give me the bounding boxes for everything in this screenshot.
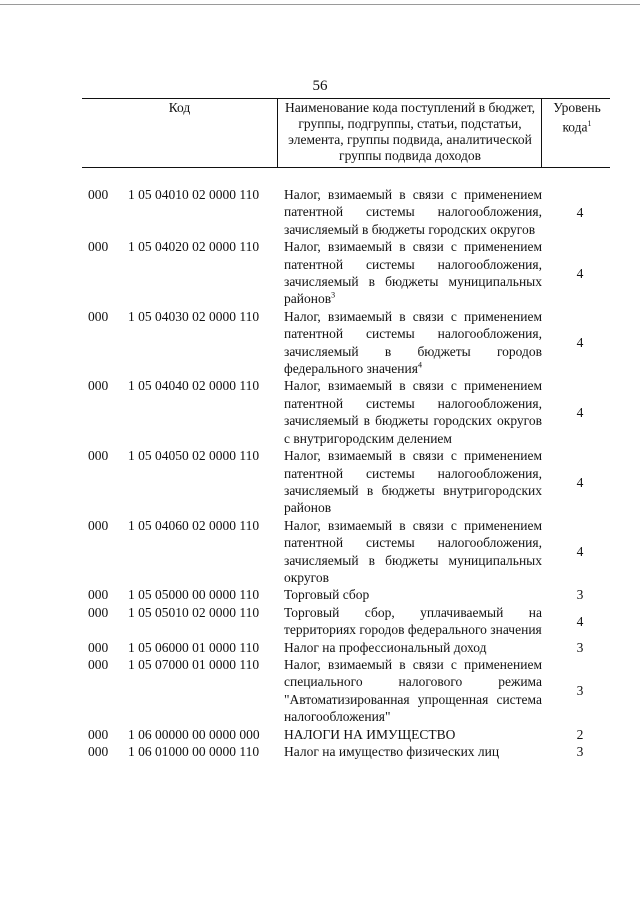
row-name-text: Налог, взимаемый в связи с применением патентной системы налогообложения, зачисляемый в бюджеты муниципальных округов (284, 517, 542, 585)
row-name (284, 743, 542, 760)
row-admin-code: 000 (88, 448, 109, 464)
header-level-footnote: 1 (587, 119, 592, 128)
row-name (284, 308, 542, 378)
table-row (0, 639, 640, 656)
row-budget-code: 1 05 04060 02 0000 110 (128, 517, 260, 533)
row-level: 3 (576, 587, 584, 603)
row-name (284, 517, 542, 587)
row-name-text: Торговый сбор, уплачиваемый на территориях городов федерального значения (284, 604, 542, 638)
row-admin-code: 000 (88, 656, 109, 672)
row-admin-code: 000 (88, 517, 109, 533)
row-name-text: Налог на профессиональный доход (284, 639, 487, 655)
scan-edge-line (0, 4, 640, 5)
row-name (284, 656, 542, 726)
row-budget-code: 1 05 04010 02 0000 110 (128, 187, 260, 202)
table-row (0, 604, 640, 639)
row-name (284, 377, 542, 447)
row-level: 4 (576, 204, 584, 220)
row-level: 3 (576, 683, 584, 699)
table-row (0, 186, 640, 238)
row-admin-code: 000 (88, 639, 109, 655)
row-admin-code: 000 (88, 187, 109, 202)
row-level: 4 (576, 544, 584, 560)
row-level: 3 (576, 744, 584, 759)
row-name-text: Торговый сбор (284, 587, 370, 603)
row-budget-code: 1 05 04020 02 0000 110 (128, 239, 260, 255)
table-row (0, 586, 640, 603)
header-bottom-rule (82, 167, 610, 168)
header-level-text: Уровень кода (553, 100, 601, 135)
header-level (544, 100, 610, 136)
row-name-text: НАЛОГИ НА ИМУЩЕСТВО (284, 726, 456, 742)
row-admin-code: 000 (88, 587, 109, 603)
row-name (284, 726, 542, 743)
row-level: 4 (576, 265, 584, 281)
header-top-rule (82, 98, 610, 99)
row-budget-code: 1 05 07000 01 0000 110 (128, 656, 260, 672)
row-level: 4 (576, 613, 584, 629)
row-footnote-mark: 3 (331, 290, 336, 300)
header-divider-1 (277, 98, 278, 168)
table-body (0, 186, 640, 760)
table-header (82, 98, 610, 168)
row-budget-code: 1 05 04030 02 0000 110 (128, 308, 260, 324)
row-level: 4 (576, 335, 584, 351)
table-row (0, 743, 640, 760)
row-admin-code: 000 (88, 239, 109, 255)
row-admin-code: 000 (88, 604, 109, 620)
row-name-text: Налог, взимаемый в связи с применением патентной системы налогообложения, зачисляемый в бюджеты муниципальных районов (284, 239, 542, 307)
table-row (0, 377, 640, 447)
row-name (284, 586, 542, 603)
row-name-text: Налог, взимаемый в связи с применением патентной системы налогообложения, зачисляемый в бюджеты внутригородских районов (284, 448, 542, 516)
row-name-text: Налог на имущество физических лиц (284, 744, 500, 759)
row-budget-code: 1 05 05000 00 0000 110 (128, 587, 260, 603)
table-row (0, 726, 640, 743)
row-budget-code: 1 05 06000 01 0000 110 (128, 639, 260, 655)
page-number: 56 (312, 78, 328, 94)
row-budget-code: 1 06 00000 00 0000 000 (128, 726, 260, 742)
row-name-text: Налог, взимаемый в связи с применением специального налогового режима "Автоматизированная упрощенная система налогообложения" (284, 656, 542, 725)
table-row (0, 238, 640, 308)
row-name-text: Налог, взимаемый в связи с применением патентной системы налогообложения, зачисляемый в бюджеты городских округов с внутригородским делением (284, 378, 542, 446)
row-budget-code: 1 06 01000 00 0000 110 (128, 744, 260, 759)
row-level: 4 (576, 404, 584, 420)
row-name (284, 447, 542, 517)
row-budget-code: 1 05 04050 02 0000 110 (128, 448, 260, 464)
row-footnote-mark: 4 (417, 360, 422, 370)
row-name-text: Налог, взимаемый в связи с применением патентной системы налогообложения, зачисляемый в бюджеты городов федерального значения (284, 308, 542, 377)
row-name (284, 238, 542, 308)
header-code: Код (168, 100, 191, 115)
row-admin-code: 000 (88, 744, 109, 759)
header-divider-2 (541, 98, 542, 168)
table-row (0, 447, 640, 517)
row-admin-code: 000 (88, 378, 109, 394)
table-row (0, 517, 640, 587)
row-name (284, 639, 542, 656)
table-row (0, 656, 640, 726)
row-admin-code: 000 (88, 726, 109, 742)
table-row (0, 308, 640, 378)
row-budget-code: 1 05 05010 02 0000 110 (128, 604, 260, 620)
row-name (284, 186, 542, 238)
header-name: Наименование кода поступлений в бюджет, группы, подгруппы, статьи, подстатьи, элемента, группы подвида, аналитической группы подвида доходов (284, 100, 535, 163)
row-name (284, 604, 542, 639)
row-level: 4 (576, 474, 584, 490)
row-budget-code: 1 05 04040 02 0000 110 (128, 378, 260, 394)
row-name-text: Налог, взимаемый в связи с применением патентной системы налогообложения, зачисляемый в бюджеты городских округов (284, 187, 542, 237)
row-level: 2 (576, 726, 584, 742)
row-level: 3 (576, 639, 584, 655)
row-admin-code: 000 (88, 308, 109, 324)
